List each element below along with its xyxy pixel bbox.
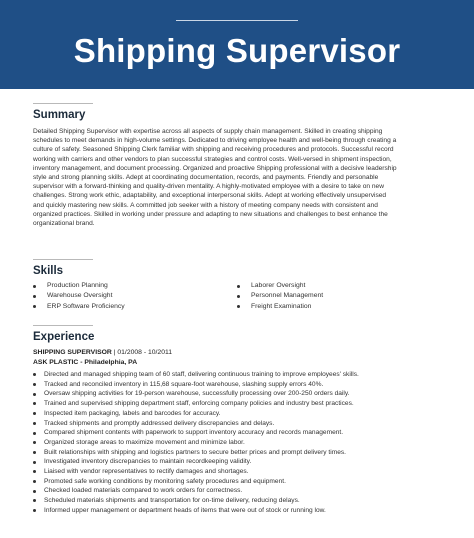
bullet-icon: [33, 470, 36, 473]
experience-divider: [33, 325, 93, 326]
summary-line: style and strong planning skills. Adept at coordinating documentation, records, and payments. Friendly and personable: [33, 174, 379, 182]
skill-item: Production Planning: [33, 281, 125, 291]
summary-line: working with carriers and other vendors to plan successful strategies and control costs. Well-versed in shipment inspection,: [33, 155, 392, 163]
duty-item: Informed upper management or department heads of items that were out of stock or running low.: [33, 506, 453, 516]
bullet-icon: [33, 373, 36, 376]
skill-item: ERP Software Proficiency: [33, 302, 125, 312]
job-dates: | 01/2008 - 10/2011: [111, 349, 173, 356]
skill-item: Laborer Oversight: [237, 281, 323, 291]
bullet-icon: [237, 295, 240, 298]
summary-line: supervisor with a forward-thinking and quality-driven mentality. A highly-motivated employee with a desire to take on new: [33, 183, 384, 191]
duty-item: Investigated inventory discrepancies to maintain recordkeeping validity.: [33, 457, 453, 467]
summary-section: [33, 103, 453, 253]
bullet-icon: [33, 422, 36, 425]
bullet-icon: [33, 285, 36, 288]
skills-section: [33, 259, 453, 319]
bullet-icon: [33, 432, 36, 435]
bullet-icon: [33, 412, 36, 415]
skill-item: Warehouse Oversight: [33, 291, 125, 301]
bullet-icon: [33, 461, 36, 464]
duty-item: Checked loaded materials compared to work orders for correctness.: [33, 486, 453, 496]
summary-line: Detailed Shipping Supervisor with expertise across all aspects of supply chain management. Skilled in creating shipping: [33, 128, 383, 135]
resume-header: [0, 0, 474, 89]
resume-title: Shipping Supervisor: [73, 32, 401, 69]
skills-heading: Skills: [33, 265, 64, 277]
bullet-icon: [33, 393, 36, 396]
summary-line: schedules to meet demands in high-volume settings. Dedicated to driving employee health and well-being through creating a: [33, 137, 397, 145]
bullet-icon: [237, 285, 240, 288]
bullet-icon: [33, 480, 36, 483]
summary-line: inventory management, and document processing. Organized and proactive Shipping professional with a decisive leadership: [33, 164, 397, 172]
skills-list-right: [237, 281, 323, 312]
bullet-icon: [33, 441, 36, 444]
duty-item: Tracked shipments and promptly addressed delivery discrepancies and delays.: [33, 419, 453, 429]
duty-item: Organized storage areas to maximize movement and minimize labor.: [33, 438, 453, 448]
duty-item: Built relationships with shipping and logistics partners to secure better prices and prompt delivery times.: [33, 448, 453, 458]
duty-item: Directed and managed shipping team of 60 staff, delivering continuous training to improve employees' skills.: [33, 370, 453, 380]
job-title-line: [33, 349, 172, 356]
duty-item: Trained and supervised shipping department staff, enforcing company policies and industry best practices.: [33, 399, 453, 409]
bullet-icon: [33, 295, 36, 298]
summary-heading: Summary: [33, 109, 86, 121]
summary-text: [33, 127, 453, 228]
bullet-icon: [33, 490, 36, 493]
summary-line: organized practices. Skilled in working under pressure and adapting to new situations and challenges to best enhance the: [33, 210, 388, 218]
duty-item: Liaised with vendor representatives to rectify damages and shortages.: [33, 467, 453, 477]
duty-item: Promoted safe working conditions by monitoring safety procedures and equipment.: [33, 477, 453, 487]
skills-divider: [33, 259, 93, 260]
bullet-icon: [33, 451, 36, 454]
summary-line: culture of safety. Seasoned Shipping Clerk familiar with shipping and receiving procedures and protocols. Successful record: [33, 146, 394, 154]
summary-line: and quickly mastering new skills. A committed job seeker with a history of meeting company needs with consistent and: [33, 201, 378, 209]
job-duties: [33, 370, 453, 516]
skill-item: Freight Examination: [237, 302, 323, 312]
summary-divider: [33, 103, 93, 104]
summary-line: organizational brand.: [33, 220, 95, 228]
bullet-icon: [237, 305, 240, 308]
summary-line: challenges. Strong work ethic, adaptability, and exceptional interpersonal skills. Adept at working effectively unsupervised: [33, 192, 387, 200]
duty-item: Scheduled materials shipments and transportation for on-time delivery, reducing delays.: [33, 496, 453, 506]
header-divider: [176, 20, 298, 21]
experience-section: [33, 325, 453, 538]
duty-item: Inspected item packaging, labels and barcodes for accuracy.: [33, 409, 453, 419]
duty-item: Oversaw shipping activities for 19-person warehouse, successfully processing over 200-250 orders daily.: [33, 389, 453, 399]
job-company: ASK PLASTIC - Philadelphia, PA: [33, 358, 138, 366]
bullet-icon: [33, 499, 36, 502]
duty-item: Tracked and reconciled inventory in 115,68 square-foot warehouse, slashing supply errors 40%.: [33, 380, 453, 390]
duty-item: Compared shipment contents with paperwork to support inventory accuracy and records management.: [33, 428, 453, 438]
bullet-icon: [33, 305, 36, 308]
experience-heading: Experience: [33, 331, 95, 343]
job-title: SHIPPING SUPERVISOR: [33, 349, 112, 356]
skill-item: Personnel Management: [237, 291, 323, 301]
bullet-icon: [33, 402, 36, 405]
skills-list-left: [33, 281, 125, 312]
bullet-icon: [33, 509, 36, 512]
bullet-icon: [33, 383, 36, 386]
